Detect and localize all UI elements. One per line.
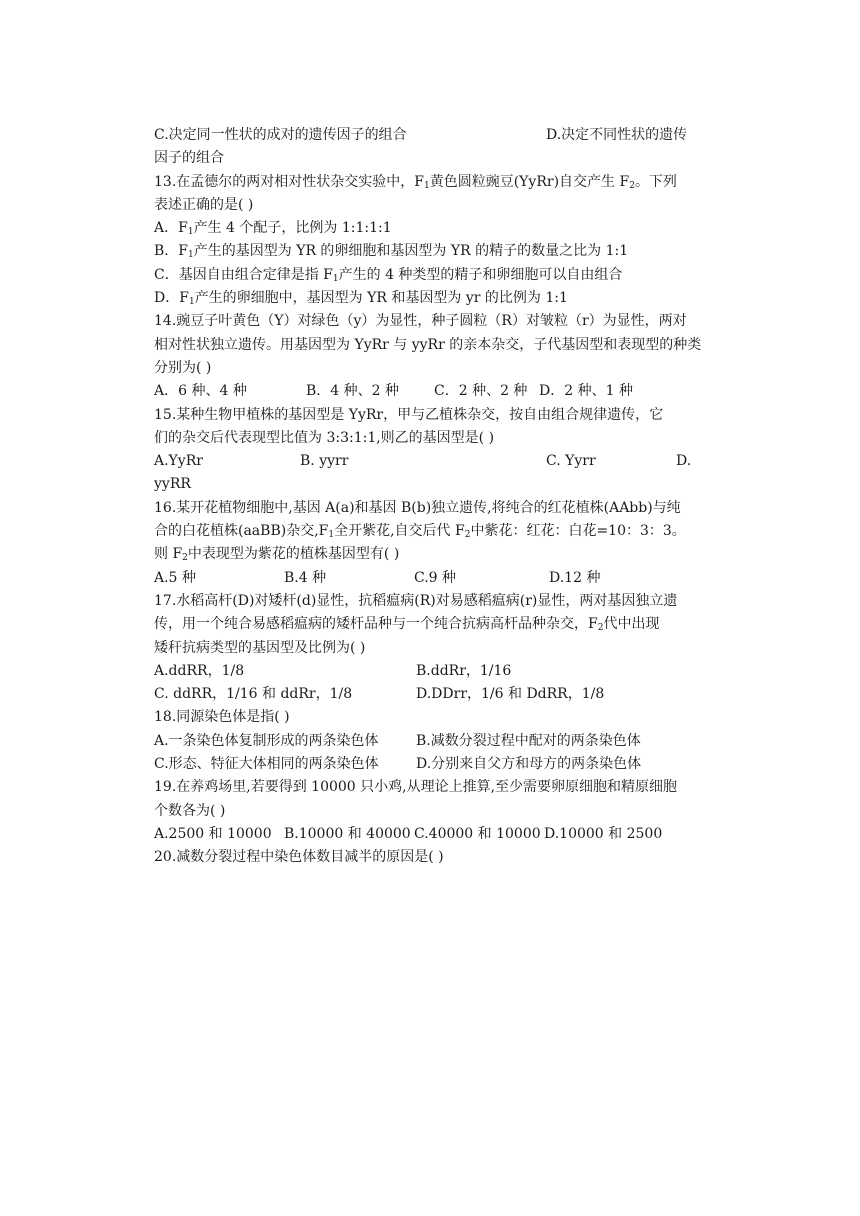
q15-option-c: C. Yyrr (546, 453, 596, 470)
q17-option-b: B.ddRr，1/16 (416, 662, 512, 679)
q18-option-d: D.分别来自父方和母方的两条染色体 (416, 756, 642, 773)
q14-stem-cont2: 分别为( ) (154, 359, 212, 376)
q16-option-a: A.5 种 (154, 569, 196, 586)
q12-option-d: D.决定不同性状的遗传 (546, 127, 688, 143)
q17-option-c: C. ddRR，1/16 和 ddRr，1/8 (154, 686, 353, 703)
q17-stem-cont: 传，用一个纯合易感稻瘟病的矮杆品种与一个纯合抗病高杆品种杂交，$F_2$代中出现 (154, 616, 660, 634)
q16-option-d: D.12 种 (549, 569, 601, 586)
q16-stem-cont: 合的白花植株(aaBB)杂交$,F_1$全开紫花,自交后代 $F_2$中紫花：红花：白花=10：3：3。 (154, 523, 686, 541)
q12-options-cd (154, 124, 698, 147)
q13-stem-cont: 表述正确的是( ) (154, 196, 254, 213)
q17-option-d: D.DDrr，1/6 和 DdRR，1/8 (416, 686, 605, 703)
q19-stem: 19.在养鸡场里,若要得到 10000 只小鸡,从理论上推算,至少需要卵原细胞和精原细胞 (154, 779, 678, 796)
q16-options (154, 567, 698, 590)
q17-stem: 17.水稻高杆(D)对矮杆(d)显性，抗稻瘟病(R)对易感稻瘟病(r)显性，两对基因独立遗 (154, 592, 678, 609)
q15-option-d: D. (676, 453, 692, 470)
q12-option-c: C.决定同一性状的成对的遗传因子的组合 (154, 127, 407, 143)
q18-options-cd (154, 753, 698, 776)
q18-stem: 18.同源染色体是指( ) (154, 709, 290, 726)
q14-option-b: B．4 种、2 种 (306, 383, 400, 400)
q15-option-a: A.YyRr (154, 453, 203, 470)
q16-option-c: C.9 种 (414, 569, 457, 586)
q19-option-b: B.10000 和 40000 (284, 825, 411, 842)
q17-options-cd (154, 683, 698, 706)
q13-option-c: C．基因自由组合定律是指 $F_1$产生的 4 种类型的精子和卵细胞可以自由组合 (154, 266, 623, 284)
q14-stem-cont: 相对性状独立遗传。用基因型为 YyRr 与 yyRr 的亲本杂交，子代基因型和表现型的种类 (154, 336, 702, 353)
q19-stem-cont: 个数各为( ) (154, 802, 226, 819)
q19-options (154, 823, 698, 846)
q14-option-c: C．2 种、2 种 (434, 383, 528, 400)
q14-options (154, 380, 698, 403)
q17-stem-cont2: 矮秆抗病类型的基因型及比例为( ) (154, 639, 366, 656)
q19-option-d: D.10000 和 2500 (544, 825, 663, 842)
q16-stem: 16.某开花植物细胞中,基因 A(a)和基因 B(b)独立遗传,将纯合的红花植株(AAbb)与纯 (154, 499, 681, 516)
q12-option-d-cont: 因子的组合 (154, 150, 224, 167)
q15-stem-cont: 们的杂交后代表现型比值为 3:3:1:1,则乙的基因型是( ) (154, 429, 495, 446)
q18-option-a: A.一条染色体复制形成的两条染色体 (154, 732, 379, 749)
q16-stem-cont2: 则 $F_2$中表现型为紫花的植株基因型有( ) (154, 546, 400, 564)
q19-option-a: A.2500 和 10000 (154, 825, 272, 842)
q14-stem: 14.豌豆子叶黄色（Y）对绿色（y）为显性，种子圆粒（R）对皱粒（r）为显性，两对 (154, 313, 687, 330)
q15-option-d-cont: yyRR (154, 476, 191, 493)
q16-option-b: B.4 种 (284, 569, 327, 586)
q14-option-d: D．2 种、1 种 (539, 383, 633, 400)
q13-stem: 13.在孟德尔的两对相对性状杂交实验中，$F_1$黄色圆粒豌豆(YyRr)自交产生 $F_2$。下列 (154, 173, 677, 191)
q13-option-b: B．$F_1$产生的基因型为 YR 的卵细胞和基因型为 YR 的精子的数量之比为 1:1 (154, 243, 629, 261)
q18-option-c: C.形态、特征大体相同的两条染色体 (154, 756, 379, 773)
q14-option-a: A．6 种、4 种 (154, 383, 247, 400)
q13-option-a: A．$F_1$产生 4 个配子，比例为 1:1:1:1 (154, 220, 392, 238)
q18-options-ab (154, 730, 698, 753)
q18-option-b: B.减数分裂过程中配对的两条染色体 (416, 732, 641, 749)
q17-options-ab (154, 660, 698, 683)
q19-option-c: C.40000 和 10000 (414, 825, 541, 842)
q17-option-a: A.ddRR，1/8 (154, 662, 245, 679)
q15-stem: 15.某种生物甲植株的基因型是 YyRr，甲与乙植株杂交，按自由组合规律遗传，它 (154, 406, 664, 423)
q20-stem: 20.减数分裂过程中染色体数目减半的原因是( ) (154, 849, 444, 866)
question-list (154, 124, 702, 870)
q15-options (154, 450, 698, 473)
q13-option-d: D．$F_1$产生的卵细胞中，基因型为 YR 和基因型为 yr 的比例为 1:1 (154, 290, 568, 308)
q15-option-b: B. yyrr (300, 453, 349, 470)
